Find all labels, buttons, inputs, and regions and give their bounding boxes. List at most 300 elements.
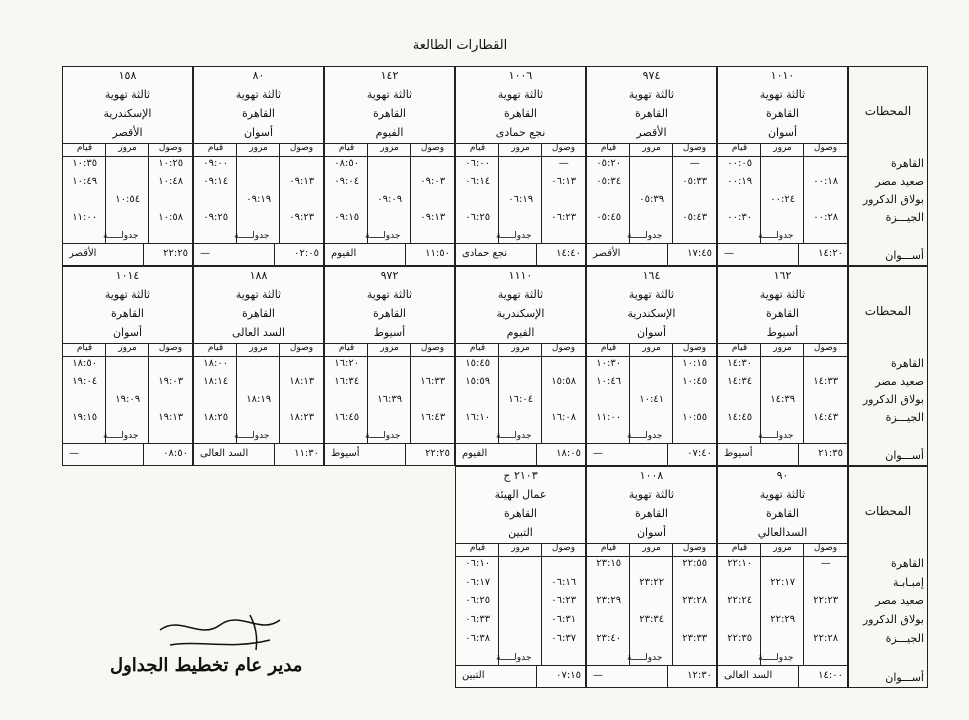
column-label: قيام bbox=[731, 543, 748, 553]
column-labels bbox=[456, 343, 585, 357]
train-class: عمال الهيئة bbox=[494, 488, 547, 501]
schedule-label: جدولـــــة bbox=[365, 431, 401, 441]
station-name: صعيد مصر bbox=[875, 175, 924, 188]
arrival-time: ١٨:٢٣ bbox=[289, 412, 315, 423]
departure-time: ٠٦:٣٨ bbox=[465, 632, 491, 644]
train-header bbox=[63, 67, 192, 144]
footer-divider bbox=[536, 244, 537, 265]
column-label: قيام bbox=[469, 343, 486, 353]
schedule-label: جدولـــــة bbox=[103, 431, 139, 441]
column-label: قيام bbox=[731, 143, 748, 153]
pass-time: ١٦:٠٤ bbox=[508, 394, 534, 405]
column-label: مرور bbox=[511, 143, 530, 153]
station-name: أســـوان bbox=[885, 249, 924, 262]
final-arrival-time: ٢٢:٢٥ bbox=[163, 248, 188, 259]
train-number: ١٠٠٨ bbox=[639, 469, 664, 482]
departure-time: ٠٩:١٤ bbox=[203, 176, 229, 187]
arrival-time: ٠٦:٣١ bbox=[551, 614, 577, 625]
final-destination: أسيوط bbox=[724, 448, 753, 459]
footer-divider bbox=[667, 244, 668, 265]
departure-time: ٠٩:٢٥ bbox=[203, 212, 229, 223]
arrival-time: ١٨:١٣ bbox=[289, 376, 315, 387]
departure-time: ١٨:٠٠ bbox=[203, 358, 229, 369]
column-labels bbox=[587, 343, 716, 357]
departure-time: ١٥:٤٥ bbox=[465, 358, 491, 369]
column-labels bbox=[587, 143, 716, 157]
footer-divider bbox=[405, 244, 406, 265]
footer-divider bbox=[143, 444, 144, 465]
column-label: مرور bbox=[773, 543, 792, 553]
final-destination: الفيوم bbox=[331, 248, 357, 259]
arrival-time: ١٠:٥٨ bbox=[158, 212, 184, 223]
train-footer bbox=[63, 243, 192, 265]
schedule-label: جدولـــــة bbox=[627, 653, 663, 663]
train-block bbox=[455, 466, 586, 688]
departure-time: ٠٥:٤٥ bbox=[596, 212, 622, 223]
arrival-time: ٢٢:٢٣ bbox=[813, 595, 839, 607]
train-origin: القاهرة bbox=[242, 107, 275, 120]
arrival-time: — bbox=[689, 158, 700, 169]
departure-time: ٠٥:٢٠ bbox=[596, 158, 622, 169]
pass-time: ٠٥:٣٩ bbox=[639, 194, 665, 205]
arrival-time: ٠٦:١٦ bbox=[551, 576, 577, 588]
column-label: قيام bbox=[338, 143, 355, 153]
final-arrival-time: ١٢:٣٠ bbox=[687, 670, 712, 681]
schedule-label: جدولـــــة bbox=[758, 653, 794, 663]
final-destination: التبين bbox=[462, 670, 485, 681]
departure-time: ٠٨:٥٠ bbox=[334, 158, 360, 169]
train-header bbox=[325, 67, 454, 144]
train-origin: القاهرة bbox=[504, 507, 537, 520]
train-footer bbox=[587, 243, 716, 265]
train-block bbox=[586, 66, 717, 266]
train-destination: السدالعالي bbox=[757, 526, 808, 539]
column-labels bbox=[718, 543, 847, 557]
arrival-time: ٠٦:٢٣ bbox=[551, 212, 577, 223]
train-footer bbox=[718, 243, 847, 265]
departure-time: ١٨:٢٥ bbox=[203, 412, 229, 423]
train-origin: الإسكندرية bbox=[496, 307, 545, 320]
train-header bbox=[456, 467, 585, 544]
arrival-time: ٠٦:٣٧ bbox=[551, 632, 577, 644]
train-origin: القاهرة bbox=[373, 307, 406, 320]
final-destination: — bbox=[69, 448, 79, 459]
train-class: ثالثة تهوية bbox=[759, 488, 806, 501]
departure-time: ١٤:٤٥ bbox=[727, 412, 753, 423]
column-label: قيام bbox=[207, 143, 224, 153]
departure-time: ١٠:٣٥ bbox=[72, 158, 98, 169]
train-footer bbox=[718, 443, 847, 465]
departure-time: ٠٦:١٧ bbox=[465, 576, 491, 588]
train-destination: أسوان bbox=[636, 526, 667, 539]
footer-divider bbox=[667, 666, 668, 687]
departure-time: ١١:٠٠ bbox=[72, 212, 98, 223]
departure-time: ٠٦:١٠ bbox=[465, 558, 491, 569]
departure-time: ١٥:٥٩ bbox=[465, 376, 491, 387]
pass-time: ١٨:١٩ bbox=[246, 394, 272, 405]
train-class: ثالثة تهوية bbox=[759, 288, 806, 301]
schedule-label: جدولـــــة bbox=[234, 431, 270, 441]
column-label: مرور bbox=[118, 143, 137, 153]
train-footer bbox=[194, 443, 323, 465]
departure-time: ٠٦:٠٠ bbox=[465, 158, 491, 169]
train-block bbox=[62, 66, 193, 266]
column-label: مرور bbox=[118, 343, 137, 353]
train-footer bbox=[325, 243, 454, 265]
train-block bbox=[455, 266, 586, 466]
final-destination: — bbox=[200, 248, 210, 259]
departure-time: ٢٣:٢٩ bbox=[596, 595, 622, 607]
director-signature-title: مدير عام تخطيط الجداول bbox=[110, 655, 303, 676]
departure-time: ٠٥:٣٤ bbox=[596, 176, 622, 187]
train-class: ثالثة تهوية bbox=[366, 88, 413, 101]
train-block bbox=[586, 266, 717, 466]
station-name: إمبـابـة bbox=[892, 575, 924, 589]
station-name: أســـوان bbox=[885, 449, 924, 462]
final-arrival-time: ١٧:٤٥ bbox=[687, 248, 712, 259]
train-class: ثالثة تهوية bbox=[235, 88, 282, 101]
train-number: ٩٠ bbox=[776, 469, 789, 482]
departure-time: ١٤:٣٤ bbox=[727, 376, 753, 387]
column-label: وصول bbox=[289, 143, 314, 153]
column-label: مرور bbox=[380, 143, 399, 153]
final-destination: السد العالى bbox=[724, 670, 773, 681]
train-header bbox=[325, 267, 454, 344]
departure-time: ٠٠:٣٠ bbox=[727, 212, 753, 223]
train-origin: القاهرة bbox=[242, 307, 275, 320]
train-number: ١٠١٤ bbox=[115, 269, 140, 282]
train-header bbox=[718, 67, 847, 144]
arrival-time: ٠٩:٠٣ bbox=[420, 176, 446, 187]
station-name: القاهرة bbox=[891, 157, 924, 170]
column-label: وصول bbox=[158, 343, 183, 353]
departure-time: ٠٩:٠٤ bbox=[334, 176, 360, 187]
final-destination: أسيوط bbox=[331, 448, 360, 459]
pass-time: ٢٢:٢٩ bbox=[770, 614, 796, 625]
train-number: ٨٠ bbox=[252, 69, 265, 82]
train-number: ١٦٤ bbox=[642, 269, 661, 282]
schedule-label: جدولـــــة bbox=[234, 231, 270, 241]
final-arrival-time: ٢١:٣٥ bbox=[818, 448, 843, 459]
arrival-time: ٠٠:١٨ bbox=[813, 176, 839, 187]
final-arrival-time: ١٤:٠٠ bbox=[818, 670, 843, 681]
column-label: مرور bbox=[642, 343, 661, 353]
arrival-time: ٠٦:٢٣ bbox=[551, 595, 577, 607]
schedule-label: جدولـــــة bbox=[627, 431, 663, 441]
train-footer bbox=[325, 443, 454, 465]
column-label: وصول bbox=[813, 543, 838, 553]
departure-time: ٠٦:٢٥ bbox=[465, 595, 491, 607]
signature bbox=[130, 610, 330, 660]
arrival-time: ٢٢:٥٥ bbox=[682, 558, 708, 569]
train-origin: القاهرة bbox=[766, 107, 799, 120]
train-footer bbox=[587, 443, 716, 465]
column-label: وصول bbox=[420, 143, 445, 153]
departure-time: ٢٣:١٥ bbox=[596, 558, 622, 569]
column-label: قيام bbox=[76, 343, 93, 353]
schedule-label: جدولـــــة bbox=[103, 231, 139, 241]
column-label: وصول bbox=[551, 143, 576, 153]
departure-time: ١٩:٠٤ bbox=[72, 376, 98, 387]
footer-divider bbox=[798, 244, 799, 265]
column-label: وصول bbox=[813, 343, 838, 353]
pass-time: ٢٣:٢٢ bbox=[639, 576, 665, 588]
train-destination: أسوان bbox=[767, 126, 798, 139]
arrival-time: ٠٦:١٣ bbox=[551, 176, 577, 187]
departure-time: ١٦:٤٥ bbox=[334, 412, 360, 423]
column-labels bbox=[63, 343, 192, 357]
arrival-time: ١٩:٠٣ bbox=[158, 376, 184, 387]
station-name: بولاق الدكرور bbox=[862, 193, 924, 206]
train-footer bbox=[456, 665, 585, 687]
pass-time: ٠٩:٠٩ bbox=[377, 194, 403, 205]
departure-time: ٠٩:٠٠ bbox=[203, 158, 229, 169]
final-destination: نجع حمادى bbox=[462, 248, 508, 259]
station-column-header: المحطات bbox=[864, 304, 912, 318]
final-arrival-time: ٠٧:٤٠ bbox=[687, 448, 712, 459]
train-footer bbox=[456, 443, 585, 465]
train-number: ١٦٢ bbox=[773, 269, 792, 282]
train-number: ١٨٨ bbox=[249, 269, 268, 282]
departure-time: ٠٦:١٤ bbox=[465, 176, 491, 187]
train-block bbox=[193, 66, 324, 266]
train-destination: نجع حمادى bbox=[495, 126, 546, 139]
arrival-time: ٠٩:١٣ bbox=[289, 176, 315, 187]
departure-time: ٠٦:٢٥ bbox=[465, 212, 491, 223]
column-label: وصول bbox=[682, 143, 707, 153]
arrival-time: ١٦:٠٨ bbox=[551, 412, 577, 423]
train-header bbox=[63, 267, 192, 344]
arrival-time: ١٩:١٣ bbox=[158, 412, 184, 423]
column-labels bbox=[456, 143, 585, 157]
column-label: قيام bbox=[469, 543, 486, 553]
arrival-time: ١٠:١٥ bbox=[682, 358, 708, 369]
final-destination: — bbox=[724, 248, 734, 259]
arrival-time: ١٦:٤٣ bbox=[420, 412, 446, 423]
train-destination: أسوان bbox=[243, 126, 274, 139]
station-name: القاهرة bbox=[891, 357, 924, 370]
departure-time: ٠٠:٠٥ bbox=[727, 158, 753, 169]
column-label: قيام bbox=[469, 143, 486, 153]
train-origin: القاهرة bbox=[766, 507, 799, 520]
pass-time: ١٩:٠٩ bbox=[115, 394, 141, 405]
departure-time: ١٨:٥٠ bbox=[72, 358, 98, 369]
train-number: ١٠٠٦ bbox=[508, 69, 533, 82]
train-block bbox=[717, 266, 848, 466]
train-number: ٩٧٢ bbox=[380, 269, 399, 282]
departure-time: ١٠:٣٠ bbox=[596, 358, 622, 369]
column-label: مرور bbox=[773, 143, 792, 153]
train-class: ثالثة تهوية bbox=[628, 488, 675, 501]
train-number: ٩٧٤ bbox=[642, 69, 661, 82]
train-destination: الأقصر bbox=[112, 126, 143, 139]
departure-time: ١٦:١٠ bbox=[465, 412, 491, 423]
station-column-header: المحطات bbox=[864, 504, 912, 518]
column-label: وصول bbox=[682, 543, 707, 553]
departure-time: ٢٢:٣٥ bbox=[727, 632, 753, 644]
final-destination: — bbox=[593, 448, 603, 459]
train-origin: الإسكندرية bbox=[103, 107, 152, 120]
train-origin: القاهرة bbox=[373, 107, 406, 120]
column-label: قيام bbox=[600, 543, 617, 553]
final-destination: الأقصر bbox=[593, 248, 621, 259]
train-block bbox=[586, 466, 717, 688]
arrival-time: ٢٢:٢٨ bbox=[813, 632, 839, 644]
train-destination: أسيوط bbox=[766, 326, 799, 339]
column-label: وصول bbox=[158, 143, 183, 153]
arrival-time: ١٥:٥٨ bbox=[551, 376, 577, 387]
column-label: مرور bbox=[380, 343, 399, 353]
column-label: مرور bbox=[249, 143, 268, 153]
train-footer bbox=[718, 665, 847, 687]
pass-time: ١٤:٣٩ bbox=[770, 394, 796, 405]
pass-time: ١٦:٣٩ bbox=[377, 394, 403, 405]
train-origin: القاهرة bbox=[635, 107, 668, 120]
train-origin: القاهرة bbox=[635, 507, 668, 520]
train-header bbox=[456, 267, 585, 344]
station-name: الجيـــزة bbox=[885, 411, 924, 424]
column-label: مرور bbox=[642, 543, 661, 553]
pass-time: ٢٣:٣٤ bbox=[639, 614, 665, 625]
departure-time: ١٤:٣٠ bbox=[727, 358, 753, 369]
train-origin: القاهرة bbox=[766, 307, 799, 320]
train-header bbox=[587, 467, 716, 544]
footer-divider bbox=[143, 244, 144, 265]
column-labels bbox=[456, 543, 585, 557]
station-name: صعيد مصر bbox=[875, 375, 924, 388]
schedule-label: جدولـــــة bbox=[496, 231, 532, 241]
arrival-time: ٠٠:٢٨ bbox=[813, 212, 839, 223]
departure-time: ٢٣:٤٠ bbox=[596, 632, 622, 644]
departure-time: ١٠:٤٦ bbox=[596, 376, 622, 387]
train-class: ثالثة تهوية bbox=[366, 288, 413, 301]
train-destination: أسوان bbox=[636, 326, 667, 339]
arrival-time: ٠٩:٢٣ bbox=[289, 212, 315, 223]
train-number: ١٥٨ bbox=[118, 69, 137, 82]
train-class: ثالثة تهوية bbox=[104, 288, 151, 301]
station-name: صعيد مصر bbox=[875, 594, 924, 608]
train-class: ثالثة تهوية bbox=[759, 88, 806, 101]
arrival-time: ٠٥:٣٣ bbox=[682, 176, 708, 187]
departure-time: ١٦:٣٤ bbox=[334, 376, 360, 387]
departure-time: ١٨:١٤ bbox=[203, 376, 229, 387]
column-labels bbox=[325, 343, 454, 357]
column-label: مرور bbox=[511, 543, 530, 553]
train-header bbox=[718, 467, 847, 544]
footer-divider bbox=[536, 666, 537, 687]
train-class: ثالثة تهوية bbox=[497, 88, 544, 101]
column-label: قيام bbox=[338, 343, 355, 353]
column-label: وصول bbox=[682, 343, 707, 353]
column-label: قيام bbox=[731, 343, 748, 353]
train-header bbox=[587, 67, 716, 144]
train-footer bbox=[194, 243, 323, 265]
column-label: قيام bbox=[207, 343, 224, 353]
train-block bbox=[324, 66, 455, 266]
column-label: وصول bbox=[813, 143, 838, 153]
train-destination: الفيوم bbox=[375, 126, 404, 139]
train-number: ٢١٠٣ ج bbox=[503, 469, 538, 482]
station-name: الجيـــزة bbox=[885, 211, 924, 224]
station-name: القاهرة bbox=[891, 557, 924, 570]
arrival-time: — bbox=[820, 558, 831, 569]
train-footer bbox=[63, 443, 192, 465]
schedule-label: جدولـــــة bbox=[365, 231, 401, 241]
column-label: وصول bbox=[420, 343, 445, 353]
train-header bbox=[194, 67, 323, 144]
final-destination: الفيوم bbox=[462, 448, 488, 459]
column-labels bbox=[325, 143, 454, 157]
train-destination: الأقصر bbox=[636, 126, 667, 139]
train-header bbox=[456, 67, 585, 144]
train-destination: التبين bbox=[508, 526, 533, 539]
column-labels bbox=[587, 543, 716, 557]
train-header bbox=[587, 267, 716, 344]
schedule-label: جدولـــــة bbox=[758, 431, 794, 441]
column-labels bbox=[63, 143, 192, 157]
arrival-time: ١٠:٤٨ bbox=[158, 176, 184, 187]
departure-time: ٢٢:١٠ bbox=[727, 558, 753, 569]
station-name: بولاق الدكرور bbox=[862, 393, 924, 406]
final-arrival-time: ٠٢:٠٥ bbox=[294, 248, 319, 259]
train-origin: القاهرة bbox=[111, 307, 144, 320]
column-label: مرور bbox=[773, 343, 792, 353]
arrival-time: — bbox=[558, 158, 569, 169]
train-destination: السد العالى bbox=[231, 326, 286, 339]
column-labels bbox=[194, 143, 323, 157]
departure-time: ٢٢:٢٤ bbox=[727, 595, 753, 607]
final-arrival-time: ٢٢:٢٥ bbox=[425, 448, 450, 459]
train-footer bbox=[456, 243, 585, 265]
footer-divider bbox=[667, 444, 668, 465]
train-destination: أسيوط bbox=[373, 326, 406, 339]
arrival-time: ٠٩:١٣ bbox=[420, 212, 446, 223]
column-label: وصول bbox=[551, 543, 576, 553]
column-label: قيام bbox=[76, 143, 93, 153]
column-label: وصول bbox=[551, 343, 576, 353]
train-number: ١٤٢ bbox=[380, 69, 399, 82]
column-label: مرور bbox=[249, 343, 268, 353]
final-arrival-time: ١١:٣٠ bbox=[294, 448, 319, 459]
train-class: ثالثة تهوية bbox=[628, 288, 675, 301]
train-footer bbox=[587, 665, 716, 687]
schedule-label: جدولـــــة bbox=[627, 231, 663, 241]
departure-time: ١١:٠٠ bbox=[596, 412, 622, 423]
footer-divider bbox=[274, 244, 275, 265]
train-block bbox=[455, 66, 586, 266]
schedule-label: جدولـــــة bbox=[496, 431, 532, 441]
arrival-time: ١٤:٣٣ bbox=[813, 376, 839, 387]
pass-time: ٠٩:١٩ bbox=[246, 194, 272, 205]
pass-time: ١٠:٤١ bbox=[639, 394, 665, 405]
station-name: أســـوان bbox=[885, 671, 924, 684]
train-destination: الفيوم bbox=[506, 326, 535, 339]
footer-divider bbox=[798, 444, 799, 465]
column-label: قيام bbox=[600, 343, 617, 353]
final-destination: السد العالى bbox=[200, 448, 249, 459]
final-destination: — bbox=[593, 670, 603, 681]
arrival-time: ٠٥:٤٣ bbox=[682, 212, 708, 223]
arrival-time: ٢٣:٣٣ bbox=[682, 632, 708, 644]
arrival-time: ١٠:٢٥ bbox=[158, 158, 184, 169]
train-origin: القاهرة bbox=[504, 107, 537, 120]
final-destination: الأقصر bbox=[69, 248, 97, 259]
schedule-label: جدولـــــة bbox=[496, 653, 532, 663]
train-header bbox=[194, 267, 323, 344]
final-arrival-time: ٠٧:١٥ bbox=[556, 670, 581, 681]
train-class: ثالثة تهوية bbox=[628, 88, 675, 101]
final-arrival-time: ١١:٥٠ bbox=[425, 248, 450, 259]
